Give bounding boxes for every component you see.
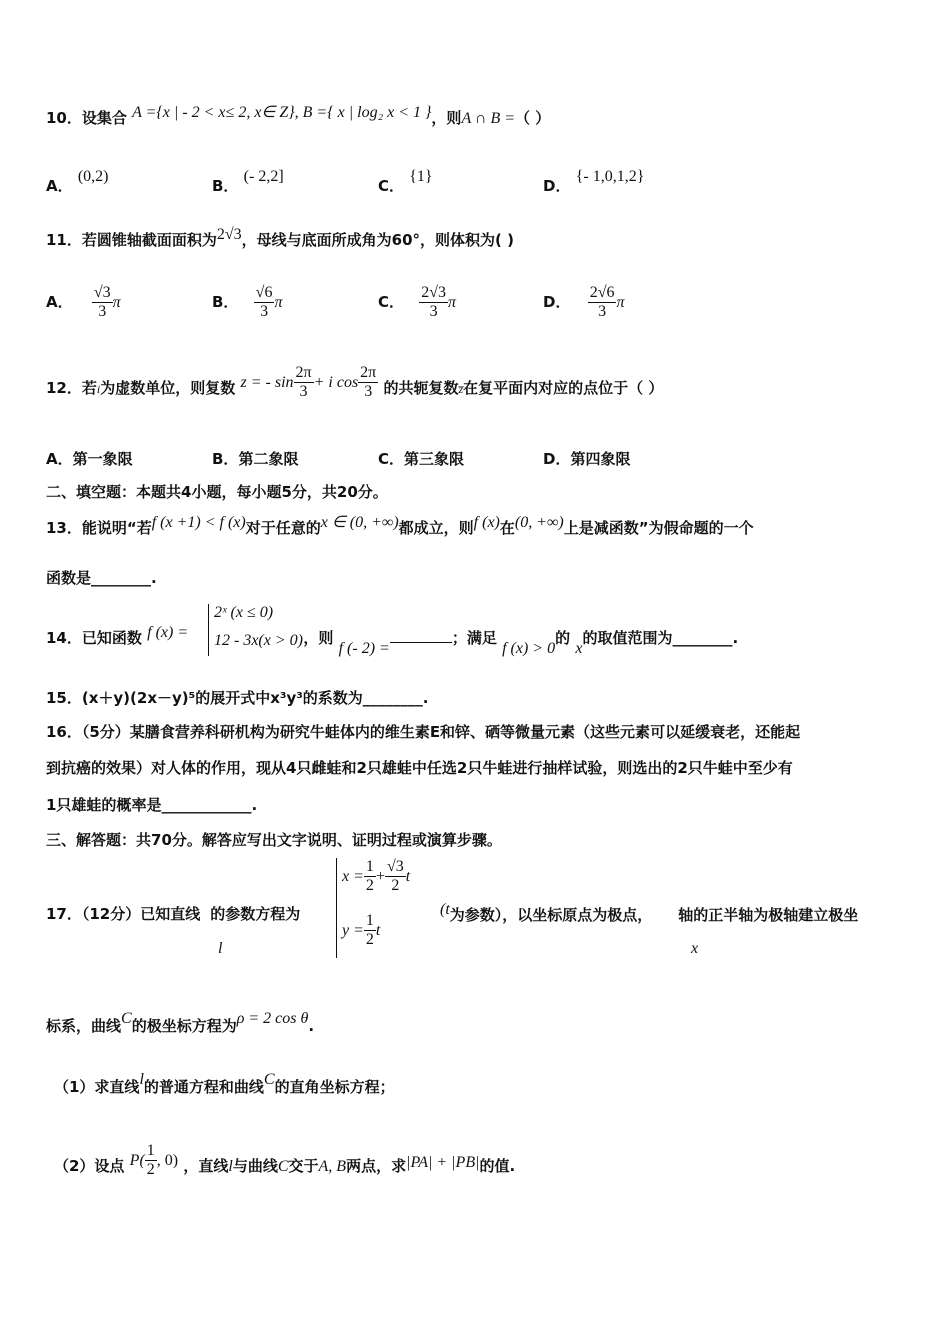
option-value: 第四象限 <box>570 450 631 468</box>
q17-number: 17． <box>46 905 82 923</box>
option-label: B． <box>212 293 239 311</box>
q10-expr: A ∩ B = <box>461 110 516 127</box>
option-label: B． <box>212 450 239 468</box>
q12-z-lhs: z = - sin <box>240 374 294 391</box>
q12-mid1: 为虚数单位，则复数 <box>100 379 236 397</box>
question-16-line2: 到抗癌的效果）对人体的作用，现从4只雌蛙和2只雄蛙中任选2只牛蛙进行抽样试验，则选出的2只牛蛙中至少有 <box>46 759 793 777</box>
question-12 <box>46 366 663 411</box>
option-label: D． <box>543 450 571 468</box>
option-fraction: $\frac{√6}{3}$ <box>255 284 273 320</box>
option-label: C． <box>378 177 405 195</box>
q14-x: x <box>575 640 583 657</box>
q10-set-a: A ={x | - 2 < x≤ 2, x∈ Z}, B = <box>132 104 328 121</box>
option-value: (- 2,2] <box>243 168 284 185</box>
q13-number: 13． <box>46 519 82 537</box>
question-16-line3: 1只雄蛙的概率是____________. <box>46 796 258 814</box>
pi-symbol: π <box>448 294 457 311</box>
q13-p5: 上是减函数”为假命题的一个 <box>563 519 754 537</box>
q11-option-b[interactable] <box>212 284 282 321</box>
q11-suffix: ，母线与底面所成角为60°，则体积为( ) <box>241 231 514 249</box>
q17-x: x <box>691 940 699 957</box>
q16-line1: （5分）某膳食营养科研机构为研究牛蛙体内的维生素E和锌、硒等微量元素（这些元素可以延缓衰老，还能起 <box>81 723 801 741</box>
q13-p3: 都成立，则 <box>398 519 474 537</box>
q10-option-b[interactable] <box>212 165 284 195</box>
option-fraction: $\frac{2√3}{3}$ <box>421 284 447 320</box>
q11-option-c[interactable] <box>378 284 456 321</box>
question-17-line2: 标系，曲线C的极坐标方程为ρ = 2 cos θ. <box>46 1010 315 1035</box>
q12-prefix: 若 <box>81 379 97 397</box>
q14-prefix: 已知函数 <box>81 629 142 647</box>
question-11 <box>46 226 514 251</box>
option-fraction: $\frac{2√6}{3}$ <box>589 284 615 320</box>
option-label: A． <box>46 177 73 195</box>
option-label: A． <box>46 293 73 311</box>
option-label: C． <box>378 450 405 468</box>
pi-symbol: π <box>274 294 283 311</box>
option-value: {- 1,0,1,2} <box>575 168 645 185</box>
q11-prefix: 若圆锥轴截面面积为 <box>81 231 217 249</box>
q12-fraction-2: $\frac{2\pi}{3}$ <box>360 364 377 400</box>
q13-p4: 在 <box>499 519 515 537</box>
q12-suffix: 在复平面内对应的点位于（ ） <box>463 379 664 397</box>
q12-zbar: z̅ <box>458 382 464 396</box>
question-17-part-2: （2）设点 P( $\frac{1}{2}$ , 0) ，直线l与曲线C交于A, B两点，求|PA| + |PB|的值. <box>54 1142 516 1178</box>
point-p: P( <box>129 1152 145 1169</box>
section-2-heading: 二、填空题：本题共4小题，每小题5分，共20分。 <box>46 483 388 501</box>
q13-p2: 对于任意的 <box>245 519 321 537</box>
q10-option-d[interactable] <box>543 165 645 195</box>
option-label: B． <box>212 177 239 195</box>
question-16 <box>46 722 800 742</box>
q15-number: 15． <box>46 689 82 707</box>
q11-number: 11． <box>46 231 82 249</box>
option-value: 第二象限 <box>238 450 299 468</box>
q17-mid1: 的参数方程为 <box>210 905 301 923</box>
option-fraction: $\frac{√3}{3}$ <box>93 284 111 320</box>
q12-mid2: 的共轭复数 <box>383 379 459 397</box>
q10-mid: ，则 <box>431 109 462 127</box>
q17-equation-2: y = $\frac{1}{2}$ t <box>342 912 381 948</box>
q12-option-a[interactable] <box>46 448 133 469</box>
q12-fraction-1: $\frac{2\pi}{3}$ <box>295 364 312 400</box>
q14-case-1: 2ˣ (x ≤ 0) <box>214 604 274 621</box>
q12-option-b[interactable] <box>212 448 298 469</box>
option-label: D． <box>543 177 571 195</box>
q10-option-c[interactable] <box>378 165 433 195</box>
q14-inequality: f (x) > 0 <box>502 640 556 657</box>
section-3-heading: 三、解答题：共70分。解答应写出文字说明、证明过程或演算步骤。 <box>46 831 502 849</box>
q13-fx: f (x) <box>473 514 500 531</box>
q10-paren: （ ） <box>515 109 551 127</box>
question-14 <box>46 624 739 657</box>
q14-mid1: ，则 <box>303 629 334 647</box>
option-value: (0,2) <box>77 168 109 185</box>
q14-mid3: 的 <box>555 629 571 647</box>
pi-symbol: π <box>616 294 625 311</box>
q12-number: 12． <box>46 379 82 397</box>
q12-option-c[interactable] <box>378 448 464 469</box>
q14-number: 14． <box>46 629 82 647</box>
q11-option-d[interactable] <box>543 284 624 321</box>
q12-option-d[interactable] <box>543 448 630 469</box>
option-label: A． <box>46 450 73 468</box>
q14-mid2: ；满足 <box>451 629 497 647</box>
question-10 <box>46 104 551 129</box>
q15-text: (x＋y)(2x－y)⁵的展开式中x³y³的系数为________. <box>81 689 429 707</box>
question-13-line2: 函数是________. <box>46 569 157 587</box>
q17-brace <box>336 858 337 958</box>
option-value: 第一象限 <box>72 450 133 468</box>
q11-option-a[interactable] <box>46 284 121 321</box>
q14-suffix: 的取值范围为________. <box>582 629 739 647</box>
option-label: D． <box>543 293 571 311</box>
question-17 <box>46 904 300 924</box>
q10-prefix: 设集合 <box>81 109 127 127</box>
q12-z-mid: + i cos <box>313 374 359 391</box>
q16-number: 16． <box>46 723 82 741</box>
q13-domain: x ∈ (0, +∞) <box>320 514 399 531</box>
q13-p1: 能说明“若 <box>81 519 152 537</box>
point-p-fraction: $\frac{1}{2}$ <box>146 1142 155 1178</box>
q17-equation-1: x = $\frac{1}{2}$ + $\frac{√3}{2}$ t <box>342 858 411 894</box>
q14-blank-1[interactable] <box>390 628 452 643</box>
sum-expression: |PA| + |PB| <box>406 1154 480 1171</box>
q14-fx: f (x) = <box>147 624 189 641</box>
option-label: C． <box>378 293 405 311</box>
q11-area: 2√3 <box>216 226 242 243</box>
option-value: {1} <box>409 168 433 185</box>
q13-condition: f (x +1) < f (x) <box>151 514 246 531</box>
question-17-part-1: （1）求直线l的普通方程和曲线C的直角坐标方程； <box>54 1071 395 1096</box>
q14-brace <box>208 604 209 656</box>
q12-i: i <box>96 382 101 396</box>
polar-equation: ρ = 2 cos θ <box>236 1010 309 1027</box>
option-value: 第三象限 <box>404 450 465 468</box>
question-15 <box>46 688 429 708</box>
q17-prefix: （12分）已知直线 <box>81 905 201 923</box>
curve-c: C <box>121 1010 132 1027</box>
q10-set-b: { x | log₂ x < 1 } <box>327 104 432 121</box>
q10-option-a[interactable] <box>46 165 109 195</box>
q17-l: l <box>218 940 223 957</box>
question-13 <box>46 514 754 539</box>
q14-f-neg2: f (- 2) = <box>338 640 390 657</box>
pi-symbol: π <box>112 294 121 311</box>
q14-case-2: 12 - 3x(x > 0) <box>214 632 303 649</box>
q17-param-text: (t为参数），以坐标原点为极点， 轴的正半轴为极轴建立极坐 <box>440 901 859 924</box>
q13-interval: (0, +∞) <box>514 514 564 531</box>
q10-number: 10． <box>46 109 82 127</box>
